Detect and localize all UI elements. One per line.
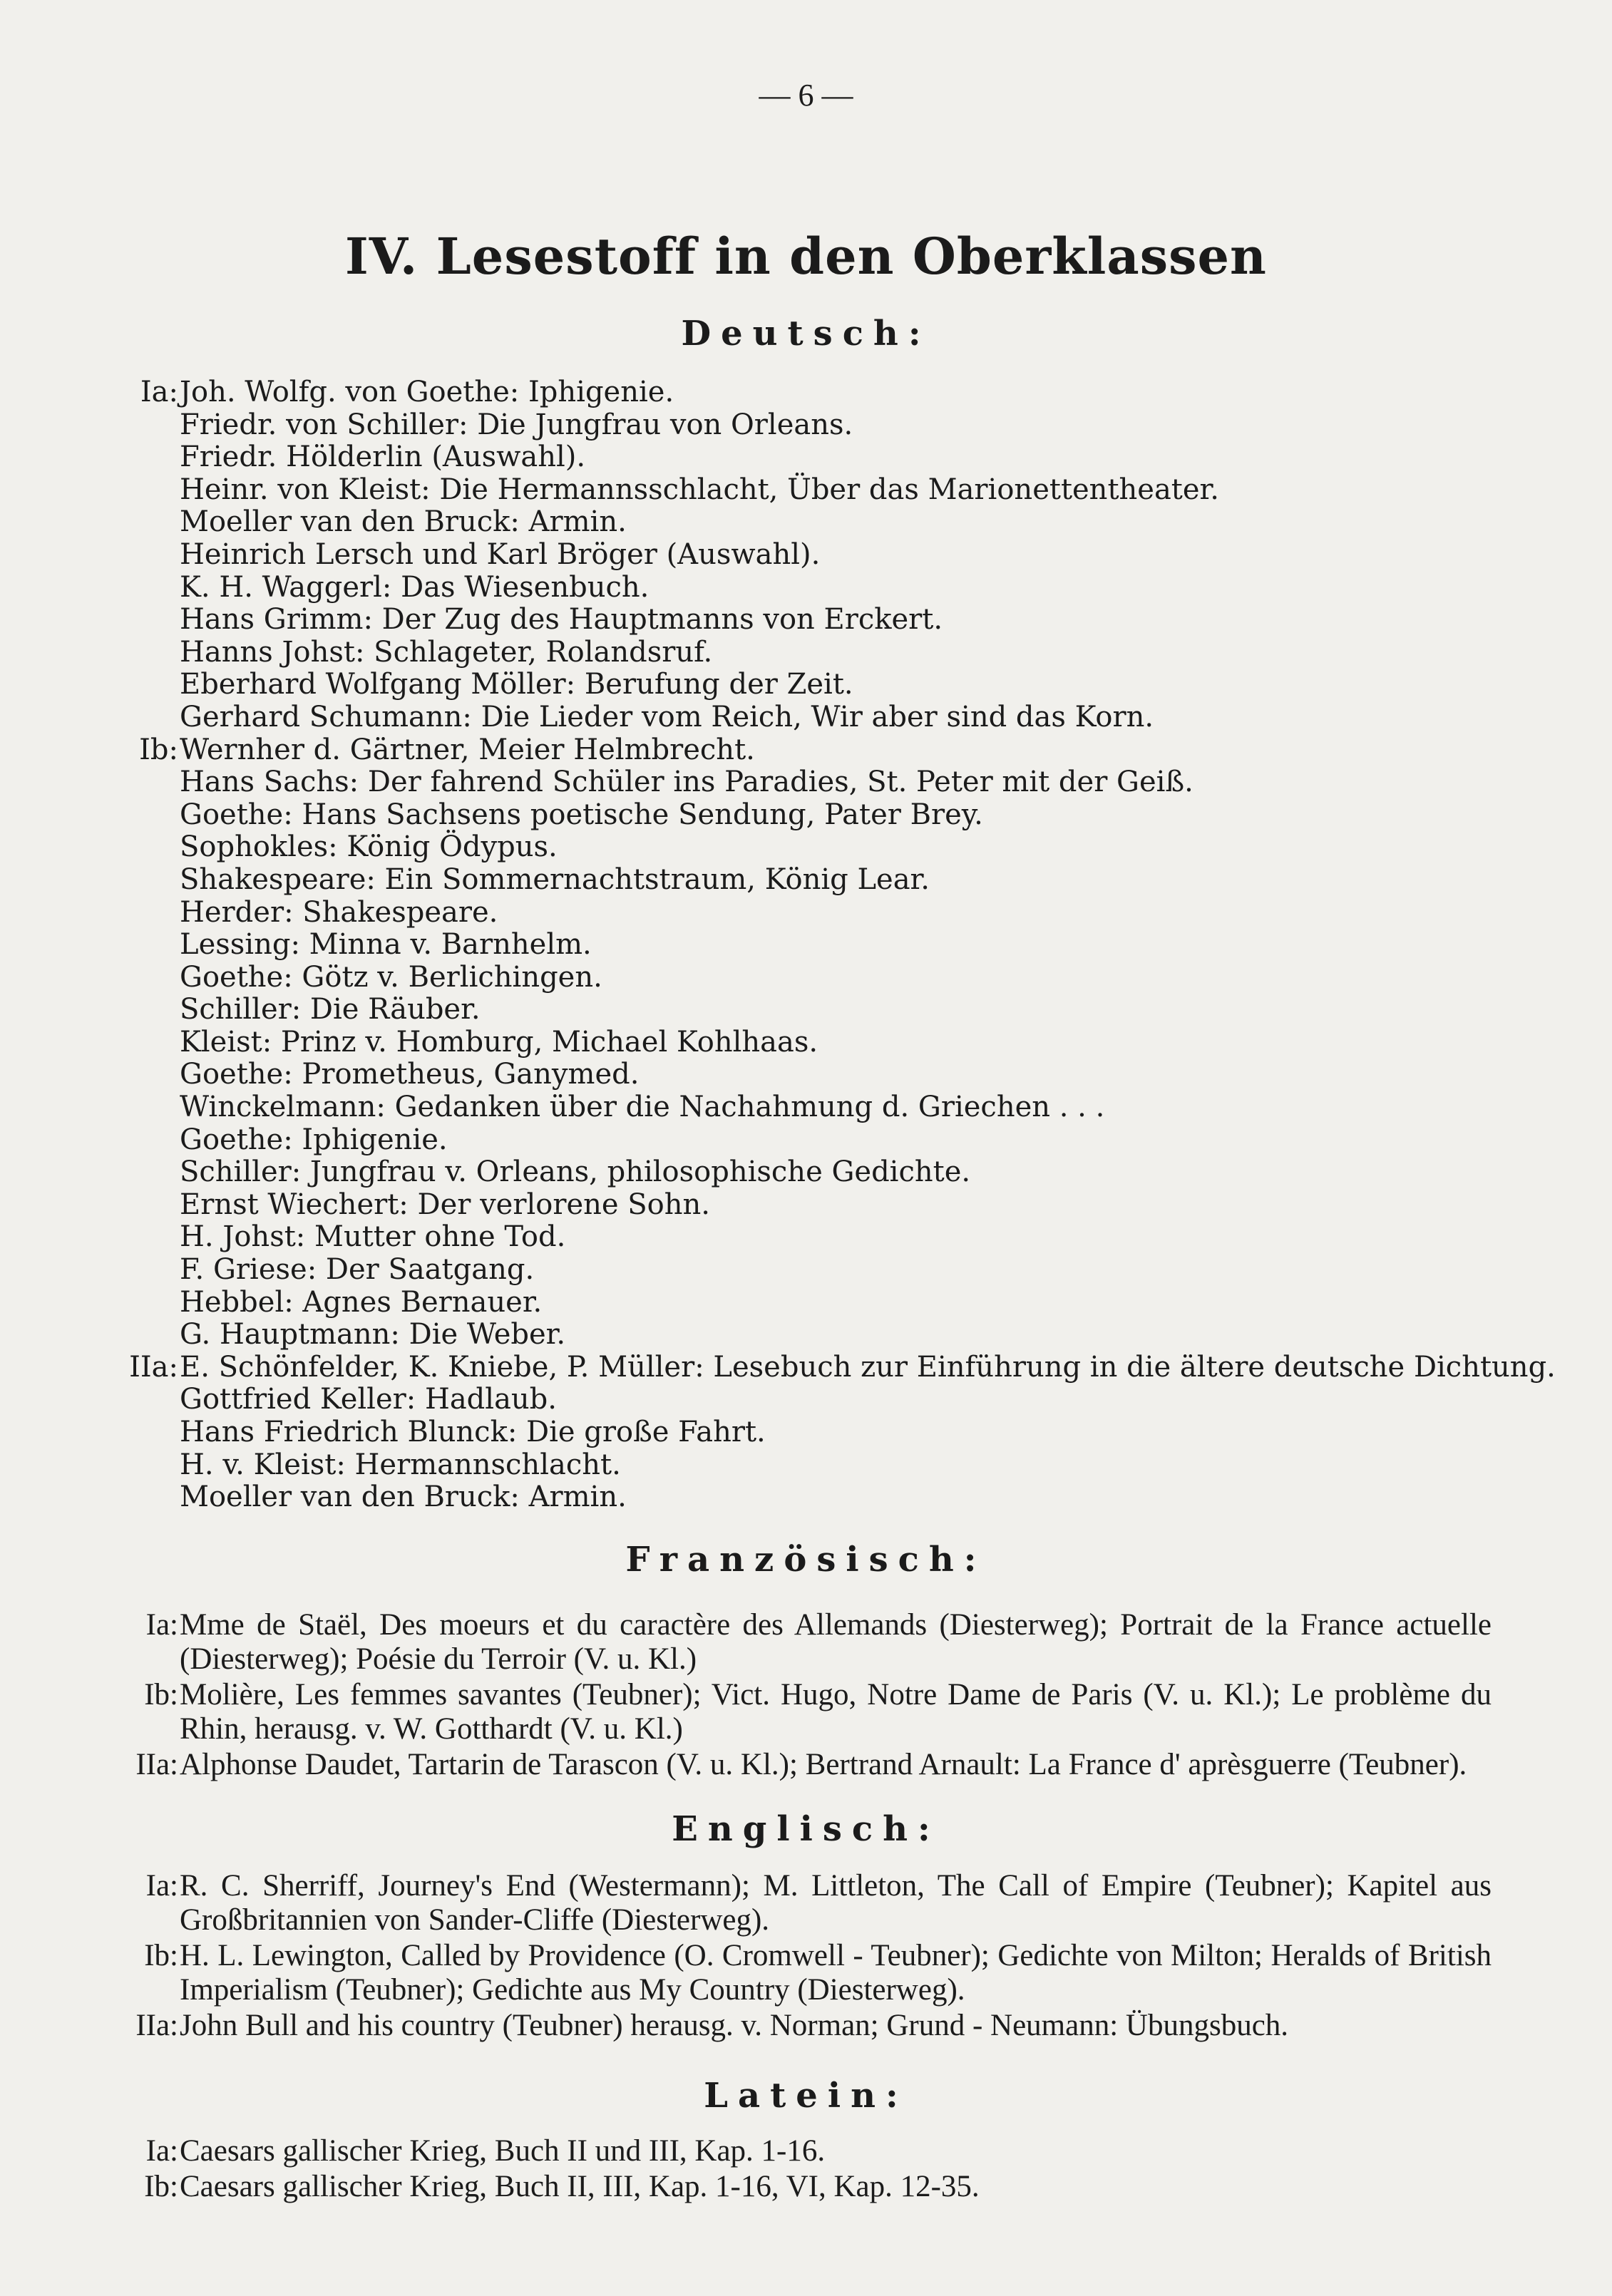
book-entry: Hans Grimm: Der Zug des Hauptmanns von Erckert. [180, 603, 943, 637]
book-entry: Schiller: Jungfrau v. Orleans, philosophische Gedichte. [180, 1155, 971, 1189]
book-entry: H. Johst: Mutter ohne Tod. [180, 1220, 566, 1254]
book-entry: Goethe: Prometheus, Ganymed. [180, 1058, 640, 1091]
list-item [0, 1221, 1612, 1254]
book-entry: H. v. Kleist: Hermannschlacht. [180, 1448, 621, 1481]
book-entry: Winckelmann: Gedanken über die Nachahmung d. Griechen . . . [180, 1091, 1105, 1124]
book-entry: Herder: Shakespeare. [180, 895, 498, 929]
class-label: Ib: [144, 1939, 178, 1972]
book-entry: Caesars gallischer Krieg, Buch II, III, Kap. 1-16, VI, Kap. 12-35. [180, 2170, 980, 2203]
list-item [0, 929, 1612, 962]
list-item [0, 1091, 1612, 1124]
book-entry: Moeller van den Bruck: Armin. [180, 1481, 627, 1514]
page-title: IV. Lesestoff in den Oberklassen [345, 227, 1267, 286]
page-number: — 6 — [759, 78, 853, 113]
book-entry: Molière, Les femmes savantes (Teubner); Vict. Hugo, Notre Dame de Paris (V. u. Kl.); Le problème du Rhin, herausg. v. W. Gotthardt (V. u. Kl.) [180, 1678, 1492, 1746]
list-item [0, 1869, 1612, 1937]
list-item [0, 1449, 1612, 1482]
class-label: Ib: [139, 733, 178, 766]
book-entry: F. Griese: Der Saatgang. [180, 1253, 535, 1287]
list-item [0, 864, 1612, 897]
book-entry: Goethe: Götz v. Berlichingen. [180, 960, 602, 994]
list-item [0, 1287, 1612, 1319]
list-item [0, 962, 1612, 994]
class-label: Ia: [145, 2134, 178, 2168]
book-entry: Shakespeare: Ein Sommernachtstraum, König Lear. [180, 863, 930, 896]
class-label: IIa: [129, 1350, 178, 1384]
list-item [0, 669, 1612, 701]
book-entry: G. Hauptmann: Die Weber. [180, 1318, 566, 1352]
list-item [0, 994, 1612, 1026]
list-item [0, 1481, 1612, 1514]
list-item [0, 1748, 1612, 1782]
list-item [0, 701, 1612, 734]
book-entry: Gerhard Schumann: Die Lieder vom Reich, Wir aber sind das Korn. [180, 700, 1154, 733]
class-label: Ia: [140, 376, 178, 408]
book-entry: Ernst Wiechert: Der verlorene Sohn. [180, 1188, 711, 1221]
list-item [0, 1124, 1612, 1157]
list-item [0, 1059, 1612, 1091]
list-item [0, 734, 1612, 767]
list-item [0, 1352, 1612, 1384]
book-entry: Goethe: Hans Sachsens poetische Sendung, Pater Brey. [180, 798, 983, 831]
list-item [0, 2170, 1612, 2204]
section-heading-latein: Latein: [704, 2076, 908, 2116]
book-entry: K. H. Waggerl: Das Wiesenbuch. [180, 570, 650, 604]
list-item [0, 637, 1612, 669]
reading-list-latein [0, 2134, 1612, 2205]
book-entry: Mme de Staël, Des moeurs et du caractère des Allemands (Diesterweg); Portrait de la France actuelle (Diesterweg); Poésie du Terroir (V. u. Kl.) [180, 1608, 1492, 1676]
book-entry: Schiller: Die Räuber. [180, 993, 481, 1026]
list-item [0, 766, 1612, 799]
class-label: Ia: [145, 1869, 178, 1903]
list-item [0, 2134, 1612, 2168]
list-item [0, 441, 1612, 474]
list-item [0, 1416, 1612, 1449]
list-item [0, 1678, 1612, 1746]
book-entry: Friedr. von Schiller: Die Jungfrau von Orleans. [180, 408, 853, 441]
reading-list-deutsch [0, 376, 1612, 1514]
book-entry: Eberhard Wolfgang Möller: Berufung der Zeit. [180, 668, 853, 701]
book-entry: Gottfried Keller: Hadlaub. [180, 1383, 558, 1416]
list-item [0, 2009, 1612, 2043]
book-entry: Hans Friedrich Blunck: Die große Fahrt. [180, 1416, 766, 1448]
book-entry: R. C. Sherriff, Journey's End (Westermann); M. Littleton, The Call of Empire (Teubner); Kapitel aus Großbritannien von Sander-Cliffe (Diesterweg). [180, 1869, 1492, 1937]
book-entry: Hans Sachs: Der fahrend Schüler ins Paradies, St. Peter mit der Geiß. [180, 766, 1193, 799]
book-entry: Joh. Wolfg. von Goethe: Iphigenie. [180, 376, 674, 408]
book-entry: Sophokles: König Ödypus. [180, 830, 558, 864]
book-entry: Kleist: Prinz v. Homburg, Michael Kohlhaas. [180, 1025, 818, 1059]
list-item [0, 1026, 1612, 1059]
list-item [0, 474, 1612, 507]
section-heading-englisch: Englisch: [672, 1809, 940, 1849]
list-item [0, 604, 1612, 637]
class-label: Ib: [144, 1678, 178, 1711]
class-label: IIa: [135, 1748, 178, 1781]
list-item [0, 799, 1612, 832]
book-entry: Alphonse Daudet, Tartarin de Tarascon (V. u. Kl.); Bertrand Arnault: La France d' aprèsguerre (Teubner). [180, 1748, 1467, 1781]
book-entry: Heinrich Lersch und Karl Bröger (Auswahl). [180, 537, 821, 571]
list-item [0, 831, 1612, 864]
book-entry: Hanns Johst: Schlageter, Rolandsruf. [180, 635, 713, 669]
book-entry: E. Schönfelder, K. Kniebe, P. Müller: Lesebuch zur Einführung in die ältere deutsche Dichtung. [180, 1350, 1556, 1384]
class-label: Ib: [144, 2170, 178, 2203]
class-label: IIa: [135, 2009, 178, 2042]
book-entry: Moeller van den Bruck: Armin. [180, 505, 627, 539]
list-item [0, 1608, 1612, 1677]
list-item [0, 1189, 1612, 1222]
list-item [0, 506, 1612, 539]
class-label: Ia: [145, 1608, 178, 1642]
book-entry: Wernher d. Gärtner, Meier Helmbrecht. [180, 733, 755, 766]
list-item [0, 409, 1612, 442]
book-entry: John Bull and his country (Teubner) herausg. v. Norman; Grund - Neumann: Übungsbuch. [180, 2009, 1289, 2042]
list-item [0, 1939, 1612, 2007]
list-item [0, 897, 1612, 930]
list-item [0, 572, 1612, 604]
section-heading-franzoesisch: Französisch: [625, 1540, 987, 1580]
book-entry: Hebbel: Agnes Bernauer. [180, 1285, 543, 1319]
list-item [0, 1319, 1612, 1352]
reading-list-englisch [0, 1869, 1612, 2044]
book-entry: Friedr. Hölderlin (Auswahl). [180, 441, 586, 474]
list-item [0, 376, 1612, 409]
book-entry: H. L. Lewington, Called by Providence (O. Cromwell - Teubner); Gedichte von Milton; Heralds of British Imperialism (Teubner); Gedichte aus My Country (Diesterweg). [180, 1939, 1492, 2007]
section-heading-deutsch: Deutsch: [681, 314, 931, 354]
list-item [0, 1156, 1612, 1189]
list-item [0, 1384, 1612, 1416]
reading-list-franzoesisch [0, 1608, 1612, 1783]
book-entry: Lessing: Minna v. Barnhelm. [180, 928, 592, 962]
book-entry: Caesars gallischer Krieg, Buch II und III, Kap. 1-16. [180, 2134, 826, 2168]
list-item [0, 1254, 1612, 1287]
list-item [0, 539, 1612, 572]
book-entry: Heinr. von Kleist: Die Hermannsschlacht, Über das Marionettentheater. [180, 473, 1219, 506]
book-entry: Goethe: Iphigenie. [180, 1123, 448, 1156]
